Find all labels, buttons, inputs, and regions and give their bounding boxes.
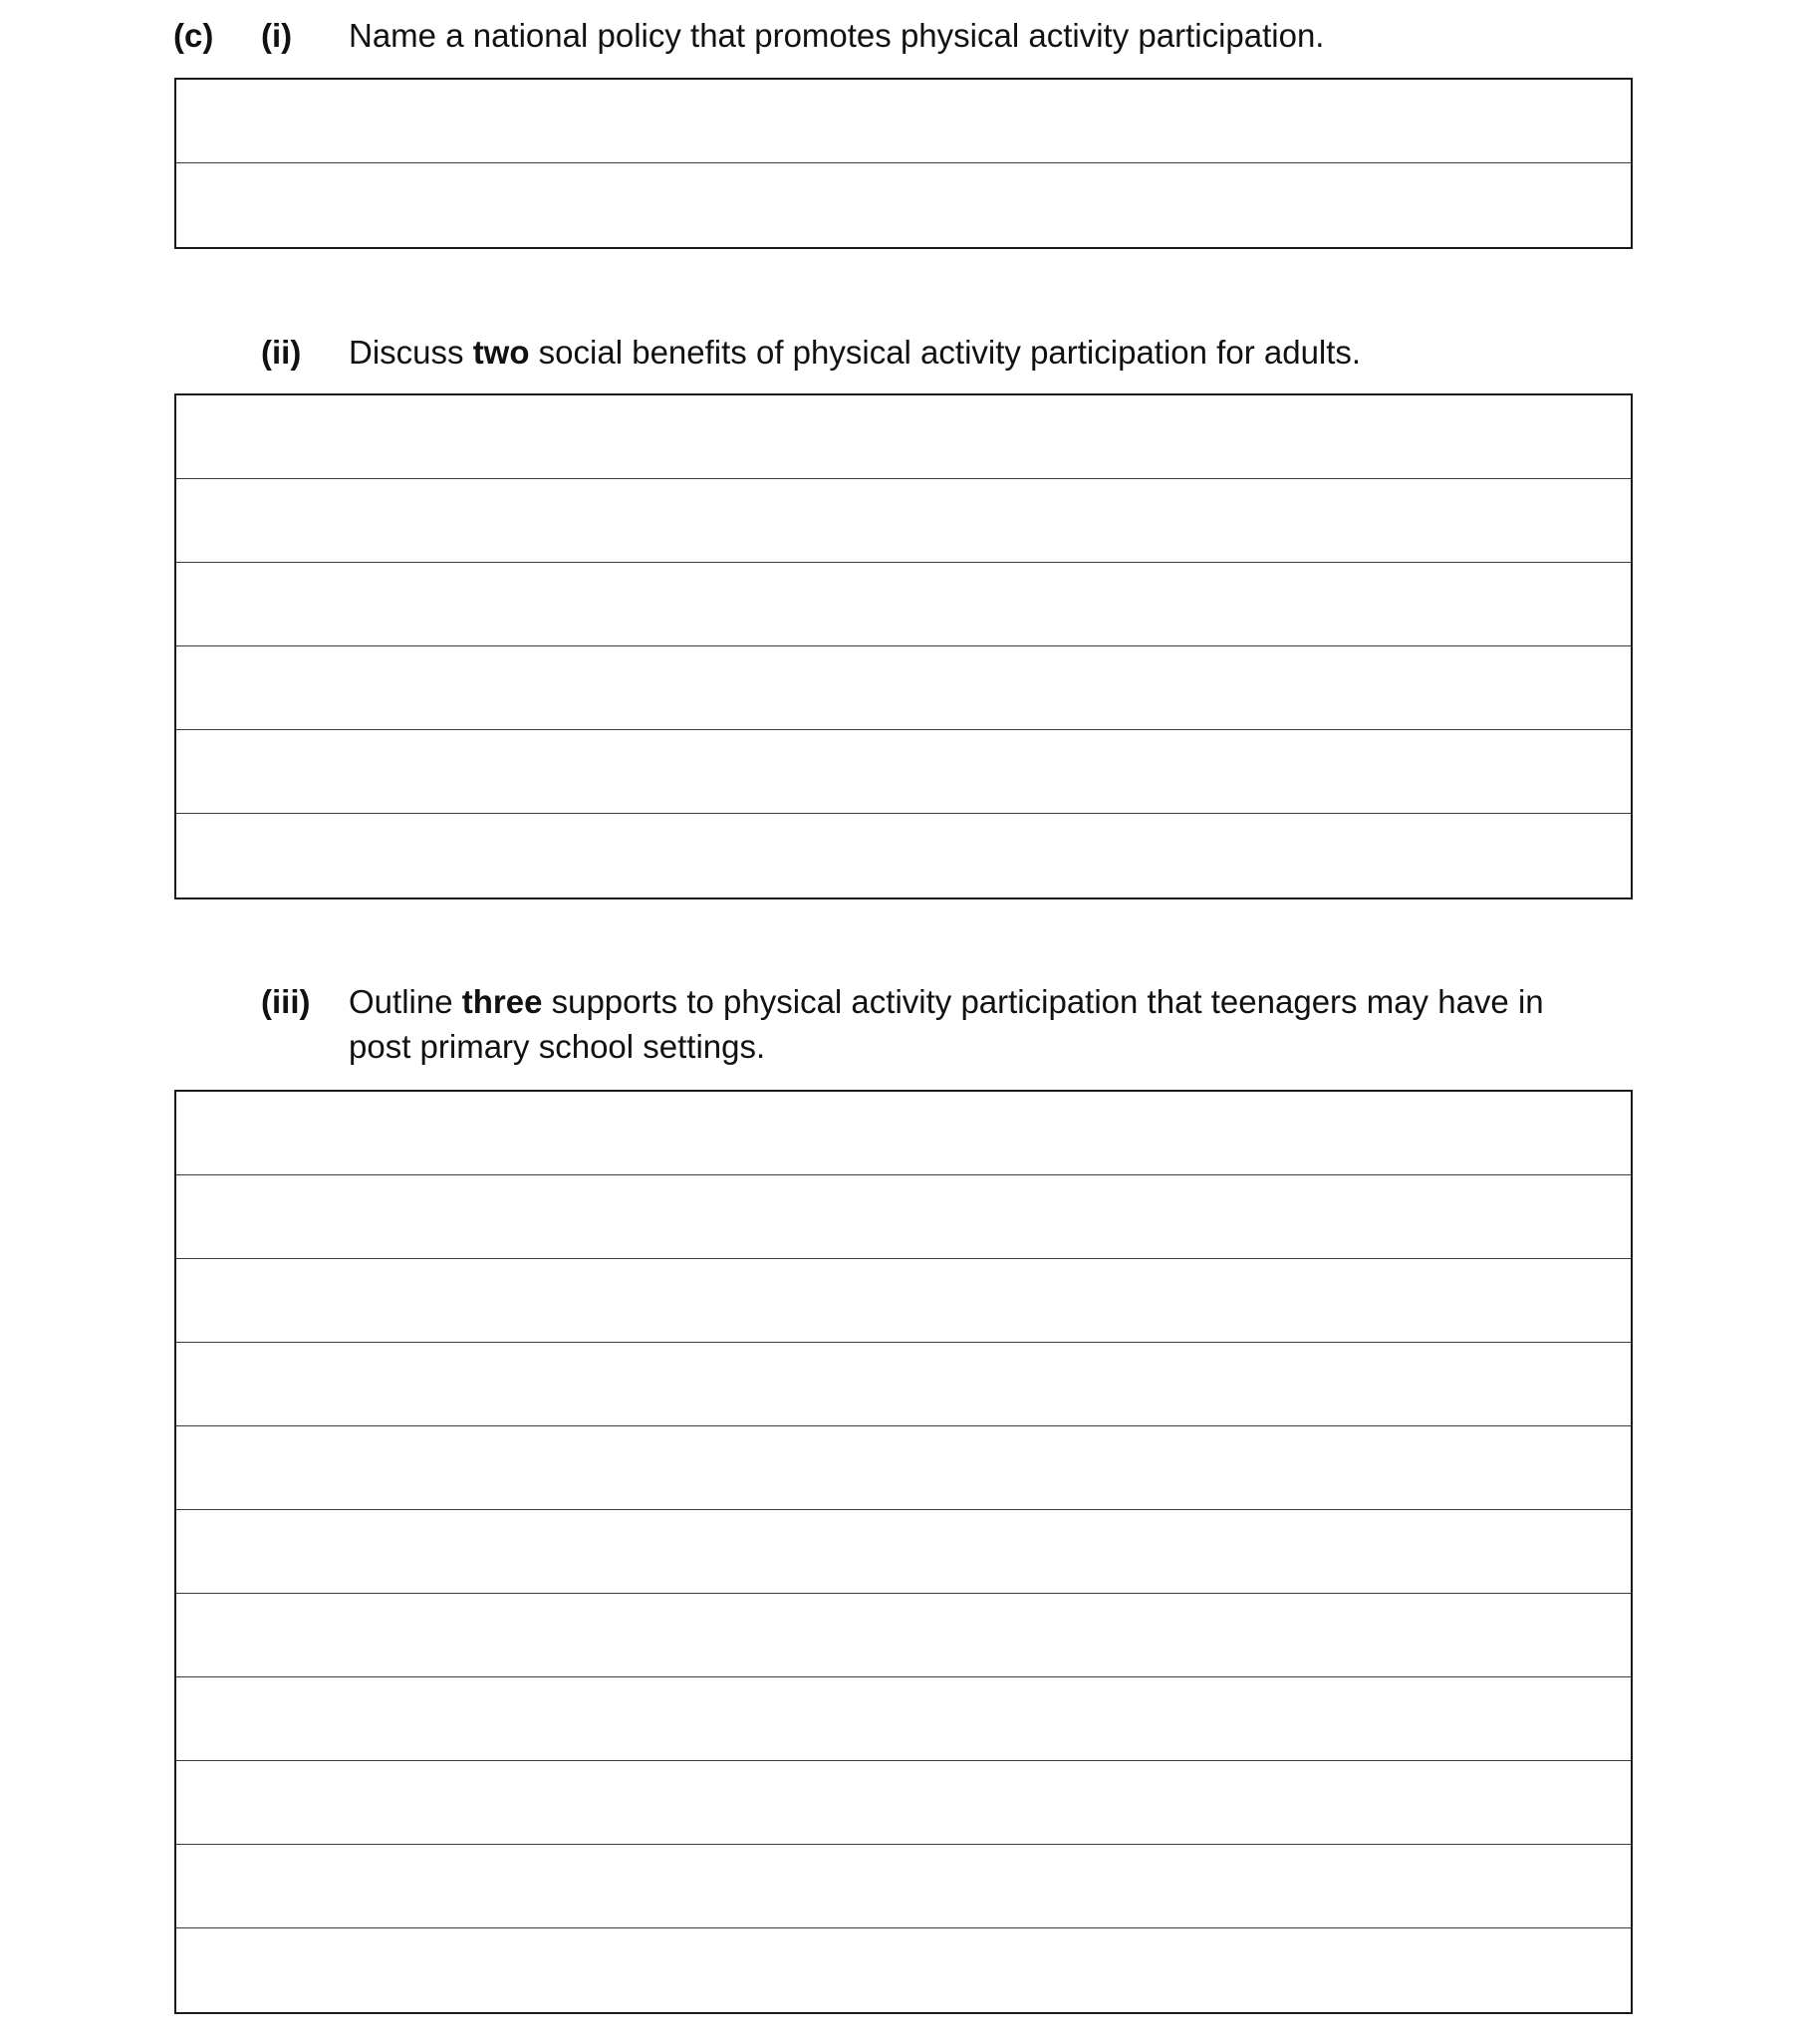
answer-line[interactable] <box>176 1845 1631 1928</box>
question-iii-label: (iii) <box>261 983 311 1020</box>
answer-line[interactable] <box>176 1175 1631 1259</box>
question-ii-text <box>349 331 1361 375</box>
answer-line[interactable] <box>176 1259 1631 1343</box>
answer-line[interactable] <box>176 1092 1631 1175</box>
answer-line[interactable] <box>176 646 1631 730</box>
question-ii-label: (ii) <box>261 334 302 371</box>
answer-line[interactable] <box>176 1343 1631 1426</box>
answer-line[interactable] <box>176 730 1631 814</box>
answer-line[interactable] <box>176 1928 1631 2012</box>
question-i-text-before: Name a national policy that promotes physical activity participation. <box>349 17 1325 54</box>
answer-line[interactable] <box>176 395 1631 479</box>
question-ii-emphasis: two <box>472 334 530 371</box>
question-ii-text-before: Discuss <box>349 334 473 371</box>
answer-line[interactable] <box>176 563 1631 646</box>
question-iii-text <box>349 980 1544 1024</box>
question-i-text <box>349 14 1324 58</box>
answer-line[interactable] <box>176 1510 1631 1594</box>
answer-line[interactable] <box>176 479 1631 563</box>
answer-box-i[interactable] <box>174 78 1633 249</box>
answer-box-iii[interactable] <box>174 1090 1633 2014</box>
question-iii-text-before: Outline <box>349 983 462 1020</box>
question-iii-emphasis: three <box>461 983 543 1020</box>
question-iii-text-after: supports to physical activity participation that teenagers may have in <box>542 983 1544 1020</box>
question-iii-text-line2: post primary school settings. <box>349 1028 766 1065</box>
answer-line[interactable] <box>176 80 1631 163</box>
answer-box-ii[interactable] <box>174 393 1633 899</box>
answer-line[interactable] <box>176 1426 1631 1510</box>
answer-line[interactable] <box>176 814 1631 897</box>
question-i-label: (i) <box>261 17 293 54</box>
answer-line[interactable] <box>176 1594 1631 1677</box>
part-label: (c) <box>173 17 214 54</box>
question-ii-text-after: social benefits of physical activity participation for adults. <box>529 334 1362 371</box>
answer-line[interactable] <box>176 1761 1631 1845</box>
answer-line[interactable] <box>176 163 1631 247</box>
answer-line[interactable] <box>176 1677 1631 1761</box>
